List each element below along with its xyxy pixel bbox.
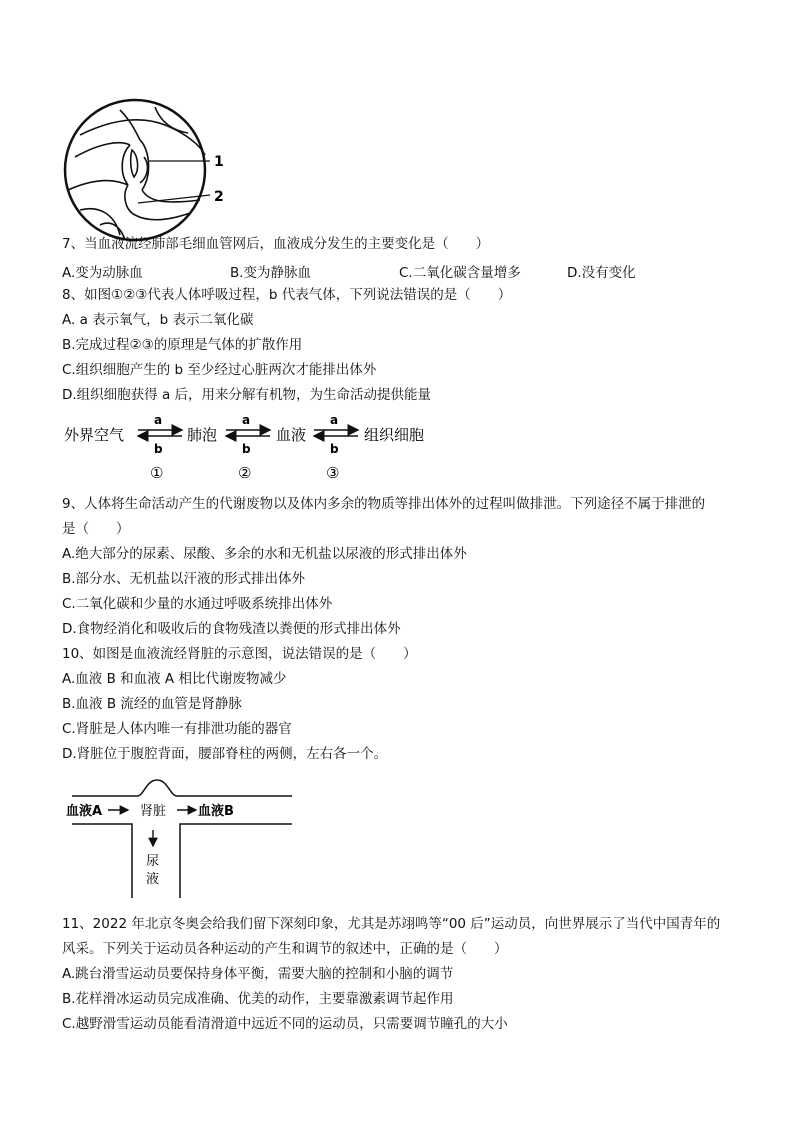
q7-options bbox=[62, 261, 742, 279]
q11-stem-line2: 风采。下列关于运动员各种运动的产生和调节的叙述中，正确的是（ ） bbox=[62, 941, 508, 957]
arrow1-b-label: b bbox=[154, 442, 163, 456]
q9-option-b[interactable]: B.部分水、无机盐以汗液的形式排出体外 bbox=[62, 571, 306, 587]
step-1: ① bbox=[150, 464, 164, 482]
q10-option-b[interactable]: B.血液 B 流经的血管是肾静脉 bbox=[62, 696, 242, 712]
q9-option-a[interactable]: A.绝大部分的尿素、尿酸、多余的水和无机盐以尿液的形式排出体外 bbox=[62, 546, 467, 562]
q9-option-c[interactable]: C.二氧化碳和少量的水通过呼吸系统排出体外 bbox=[62, 596, 333, 612]
blood-a-label: 血液A bbox=[66, 804, 103, 819]
q8-option-b[interactable]: B.完成过程②③的原理是气体的扩散作用 bbox=[62, 337, 303, 353]
urine-label-2: 液 bbox=[146, 872, 160, 887]
q8-option-a[interactable]: A. a 表示氧气，b 表示二氧化碳 bbox=[62, 312, 254, 328]
q7-option-d[interactable]: D.没有变化 bbox=[567, 265, 636, 281]
respiration-diagram bbox=[62, 412, 442, 484]
q8-option-c[interactable]: C.组织细胞产生的 b 至少经过心脏两次才能排出体外 bbox=[62, 362, 377, 378]
q8-stem: 8、如图①②③代表人体呼吸过程，b 代表气体，下列说法错误的是（ ） bbox=[62, 287, 512, 303]
q10-option-a[interactable]: A.血液 B 和血液 A 相比代谢废物减少 bbox=[62, 671, 287, 687]
kidney-diagram bbox=[62, 772, 302, 900]
q10-stem: 10、如图是血液流经肾脏的示意图，说法错误的是（ ） bbox=[62, 646, 417, 662]
arrow3-b-label: b bbox=[330, 442, 339, 456]
q9-stem-line2: 是（ ） bbox=[62, 521, 130, 537]
step-2: ② bbox=[238, 464, 252, 482]
arrow3-a-label: a bbox=[330, 413, 339, 427]
node-outside-air: 外界空气 bbox=[64, 426, 125, 444]
figure-label-2: 2 bbox=[214, 189, 224, 205]
q11-option-c[interactable]: C.越野滑雪运动员能看清滑道中远近不同的运动员，只需要调节瞳孔的大小 bbox=[62, 1016, 508, 1032]
q8-option-d[interactable]: D.组织细胞获得 a 后，用来分解有机物，为生命活动提供能量 bbox=[62, 387, 432, 403]
q7-option-a[interactable]: A.变为动脉血 bbox=[62, 265, 143, 281]
q10-option-c[interactable]: C.肾脏是人体内唯一有排泄功能的器官 bbox=[62, 721, 292, 737]
node-alveolus: 肺泡 bbox=[187, 426, 218, 444]
q11-option-a[interactable]: A.跳台滑雪运动员要保持身体平衡，需要大脑的控制和小脑的调节 bbox=[62, 966, 454, 982]
q9-option-d[interactable]: D.食物经消化和吸收后的食物残渣以粪便的形式排出体外 bbox=[62, 621, 401, 637]
node-blood: 血液 bbox=[276, 426, 307, 444]
q7-option-b[interactable]: B.变为静脉血 bbox=[230, 265, 312, 281]
arrow2-b-label: b bbox=[242, 442, 251, 456]
q10-option-d[interactable]: D.肾脏位于腹腔背面，腰部脊柱的两侧，左右各一个。 bbox=[62, 746, 388, 762]
arrow2-a-label: a bbox=[242, 413, 251, 427]
kidney-label: 肾脏 bbox=[140, 804, 167, 819]
q9-stem-line1: 9、人体将生命活动产生的代谢废物以及体内多余的物质等排出体外的过程叫做排泄。下列途径不属于排泄的 bbox=[62, 496, 706, 512]
blood-b-label: 血液B bbox=[198, 804, 234, 819]
q11-stem-line1: 11、2022 年北京冬奥会给我们留下深刻印象，尤其是苏翊鸣等“00 后”运动员，向世界展示了当代中国青年的 bbox=[62, 916, 721, 932]
figure-label-1: 1 bbox=[214, 154, 224, 170]
q7-option-c[interactable]: C.二氧化碳含量增多 bbox=[399, 265, 521, 281]
node-tissue-cell: 组织细胞 bbox=[364, 426, 425, 444]
arrow1-a-label: a bbox=[154, 413, 163, 427]
alveolus-figure bbox=[60, 95, 240, 245]
q7-stem: 7、当血液流经肺部毛细血管网后，血液成分发生的主要变化是（ ） bbox=[62, 236, 490, 252]
urine-label-1: 尿 bbox=[146, 854, 160, 869]
q11-option-b[interactable]: B.花样滑冰运动员完成准确、优美的动作，主要靠激素调节起作用 bbox=[62, 991, 454, 1007]
step-3: ③ bbox=[326, 464, 340, 482]
